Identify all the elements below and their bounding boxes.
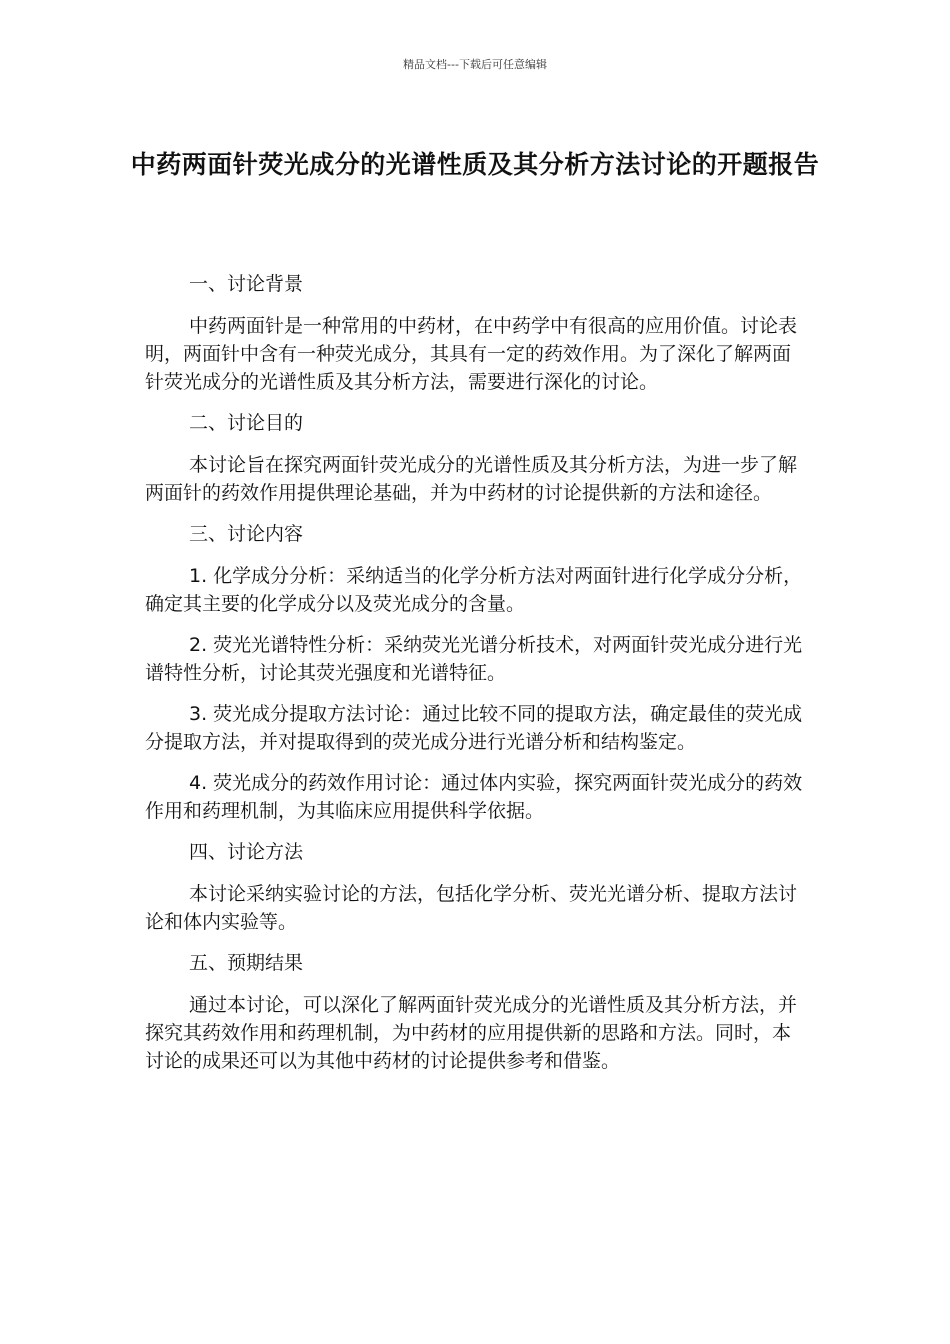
content-item-pharmacological-effect: 4. 荧光成分的药效作用讨论：通过体内实验，探究两面针荧光成分的药效作用和药理机制，为其临床应用提供科学依据。 xyxy=(145,772,803,822)
paragraph-expected-results: 通过本讨论，可以深化了解两面针荧光成分的光谱性质及其分析方法，并探究其药效作用和药理机制，为中药材的应用提供新的思路和方法。同时，本讨论的成果还可以为其他中药材的讨论提供参考和借鉴。 xyxy=(145,994,798,1072)
paragraph-purpose: 本讨论旨在探究两面针荧光成分的光谱性质及其分析方法，为进一步了解两面针的药效作用提供理论基础，并为中药材的讨论提供新的方法和途径。 xyxy=(145,454,798,504)
section-heading-purpose: 二、讨论目的 xyxy=(189,412,304,434)
paragraph-methods: 本讨论采纳实验讨论的方法，包括化学分析、荧光光谱分析、提取方法讨论和体内实验等。 xyxy=(145,883,798,933)
content-item-extraction-method: 3. 荧光成分提取方法讨论：通过比较不同的提取方法，确定最佳的荧光成分提取方法，并对提取得到的荧光成分进行光谱分析和结构鉴定。 xyxy=(145,703,803,753)
section-heading-background: 一、讨论背景 xyxy=(189,273,304,295)
section-heading-expected-results: 五、预期结果 xyxy=(189,952,304,974)
section-heading-content: 三、讨论内容 xyxy=(189,523,304,545)
page-header-note: 精品文档---下载后可任意编辑 xyxy=(403,58,547,71)
content-item-chemical-analysis: 1. 化学成分分析：采纳适当的化学分析方法对两面针进行化学成分分析，确定其主要的化学成分以及荧光成分的含量。 xyxy=(145,565,803,615)
document-body xyxy=(145,270,805,1088)
document-title: 中药两面针荧光成分的光谱性质及其分析方法讨论的开题报告 xyxy=(130,150,820,179)
paragraph-background: 中药两面针是一种常用的中药材，在中药学中有很高的应用价值。讨论表明，两面针中含有一种荧光成分，其具有一定的药效作用。为了深化了解两面针荧光成分的光谱性质及其分析方法，需要进行深化的讨论。 xyxy=(145,315,798,393)
section-heading-methods: 四、讨论方法 xyxy=(189,841,304,863)
content-item-fluorescence-spectrum: 2. 荧光光谱特性分析：采纳荧光光谱分析技术，对两面针荧光成分进行光谱特性分析，讨论其荧光强度和光谱特征。 xyxy=(145,634,803,684)
